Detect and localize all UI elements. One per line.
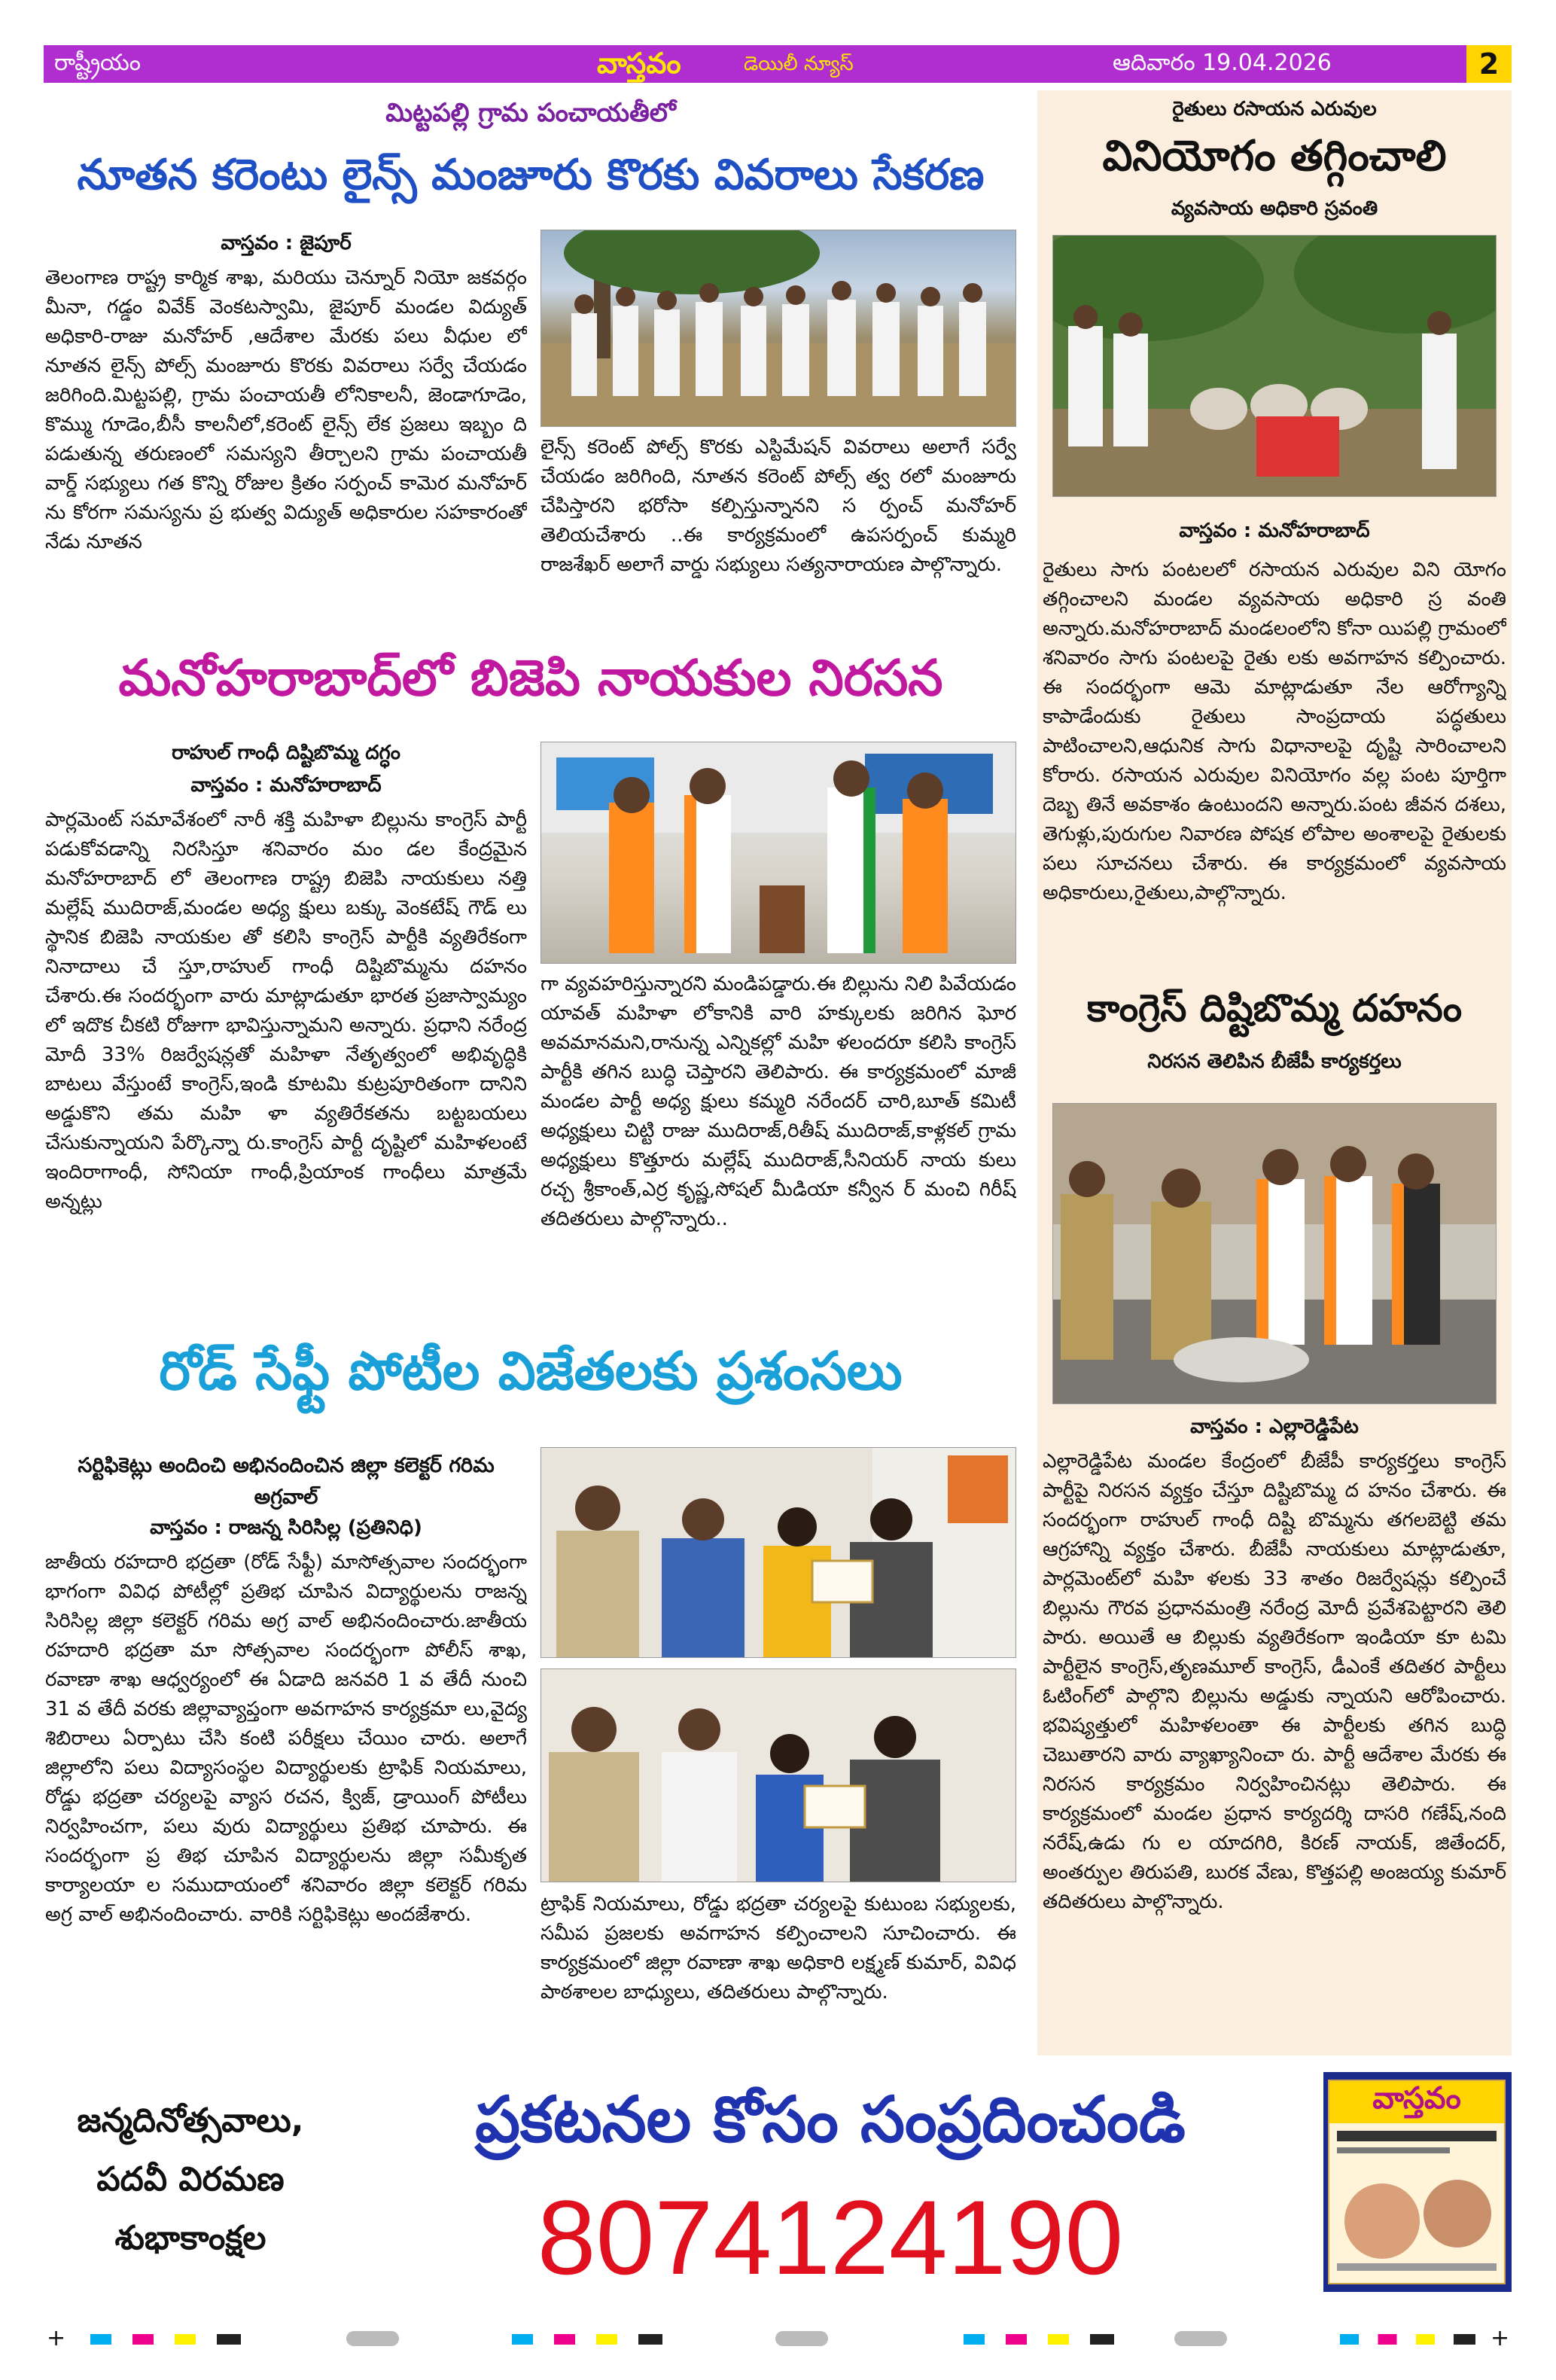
sidebar2-photo — [1052, 1103, 1497, 1404]
article2-col2: గా వ్యవహరిస్తున్నారని మండిపడ్డారు.ఈ బిల్లును నిలి పివేయడం యావత్ మహిళా లోకానికి వారి హక్కులకు జరిగిన ఘోర అవమానమని,రానున్న ఎన్నికల్లో మహి ళలందరూ కలిసి కాంగ్రెస్ పార్టీకి తగిన బుద్ధి చెప్తారని తెలిపారు. ఈ కార్యక్రమంలో మాజీ మండల పార్టీ అధ్య క్షులు కమ్మరి నరేందర్ చారి,బూత్ కమిటీ అధ్యక్షులు చిట్టి రాజు ముదిరాజ్,రితీష్ ముదిరాజ్,కాళ్లకల్ గ్రామ అధ్యక్షులు కొత్తూరు మల్లేష్ ముదిరాజ్,సీనియర్ నాయ కులు రచ్చ శ్రీకాంత్,ఎర్ర కృష్ణ,సోషల్ మీడియా కన్వీన ర్ మంచి గిరీష్ తదితరులు పాల్గొన్నారు.. — [540, 973, 1016, 1230]
article3-photo-1 — [540, 1447, 1016, 1658]
article1-col2: లైన్స్ కరెంట్ పోల్స్ కొరకు ఎస్టిమేషన్ వివరాలు అలాగే సర్వే చేయడం జరిగింది, నూతన కరెంట్ పోల్స్ త్వ రలో మంజూరు చేపిస్తారని భరోసా కల్పిస్తున్నానని స ర్పంచ్ మనోహర్ తెలియచేశారు ..ఈ కార్యక్రమంలో ఉపసర్పంచ్ కుమ్మరి రాజశేఖర్ అలాగే వార్డు సభ్యులు సత్యనారాయణ పాల్గొన్నారు. — [540, 436, 1016, 576]
article2-dateline: వాస్తవం : మనోహరాబాద్ — [190, 774, 382, 797]
registration-oval-icon — [346, 2331, 399, 2346]
bjp-protest-illustration — [541, 742, 1016, 964]
article3-col1: జాతీయ రహదారి భద్రతా (రోడ్ సేఫ్టీ) మాసోత్సవాల సందర్భంగా భాగంగా వివిధ పోటీల్లో ప్రతిభ చూపిన విద్యార్థులను రాజన్న సిరిసిల్ల జిల్లా కలెక్టర్ గరిమ అగ్ర వాల్ అభినందించారు.జాతీయ రహదారి భద్రతా మా సోత్సవాల సందర్భంగా పోలీస్ శాఖ, రవాణా శాఖ ఆధ్వర్యంలో ఈ ఏడాది జనవరి 1 వ తేదీ నుంచి 31 వ తేదీ వరకు జిల్లావ్యాప్తంగా అవగాహన కార్యక్రమా లు,వైద్య శిబిరాలు ఏర్పాటు చేసి కంటి పరీక్షలు చేయిం చారు. అలాగే జిల్లాలోని పలు విద్యాసంస్థల విద్యార్థులకు ట్రాఫిక్ నియమాలు, రోడ్డు భద్రతా చర్యలపై వ్యాస రచన, క్విజ్, డ్రాయింగ్ పోటీలు నిర్వహించగా, పలు వురు విద్యార్థులు ప్రతిభ చూపారు. ఈ సందర్భంగా ప్ర తిభ చూపిన విద్యార్థులను జిల్లా సమీకృత కార్యాలయా ల సముదాయంలో శనివారం జిల్లా కలెక్టర్ గరిమ అగ్ర వాల్ అభినందించారు. వారికి సర్టిఫికెట్లు అందజేశారు. — [45, 1551, 527, 1926]
ad-mini-newspaper — [1328, 2080, 1506, 2284]
registration-oval-icon — [1174, 2331, 1227, 2346]
color-bar-icon — [1340, 2334, 1475, 2345]
crop-mark-icon: + — [1491, 2325, 1510, 2351]
masthead-tagline: డెయిలీ న్యూస్ — [744, 53, 854, 75]
section-label: రాష్ట్రీయం — [54, 50, 141, 76]
article2-subhead: రాహుల్ గాంధీ దిష్టిబొమ్మ దగ్ధం — [172, 742, 400, 764]
page-header — [44, 45, 1512, 83]
mini-newspaper-thumbnail-icon — [1329, 2123, 1504, 2281]
article1-headline: నూతన కరెంటు లైన్స్ మంజూరు కొరకు వివరాలు సేకరణ — [77, 151, 985, 200]
article1-dateline: వాస్తవం : జైపూర్ — [221, 232, 352, 254]
sidebar1-body: రైతులు సాగు పంటలలో రసాయన ఎరువుల విని యోగం తగ్గించాలని మండల వ్యవసాయ అధికారి స్ర వంతి అన్నారు.మనోహరాబాద్ మండలంలోని కోనా యిపల్లి గ్రామంలో శనివారం సాగు పంటలపై రైతు లకు అవగాహన కల్పించారు. ఈ సందర్భంగా ఆమె మాట్లాడుతూ నేల ఆరోగ్యాన్ని కాపాడేందుకు రైతులు సాంప్రదాయ పద్ధతులు పాటించాలని,ఆధునిక సాగు విధానాలపై దృష్టి సారించాలని కోరారు. రసాయన ఎరువుల వినియోగం వల్ల పంట పూర్తిగా దెబ్బ తినే అవకాశం ఉంటుందని అన్నారు.పంట జీవన దశలు, తెగుళ్లు,పురుగుల నివారణ పోషక లోపాల అంశాలపై రైతులకు పలు సూచనలు చేశారు. ఈ కార్యక్రమంలో వ్యవసాయ అధికారులు,రైతులు,పాల్గొన్నారు. — [1043, 559, 1506, 904]
certificate-ceremony-illustration-2 — [541, 1669, 1016, 1882]
sidebar1-dateline: వాస్తవం : మనోహరాబాద్ — [1179, 520, 1370, 542]
registration-oval-icon — [775, 2331, 828, 2346]
effigy-burning-illustration — [1053, 1104, 1497, 1404]
ad-center-panel — [337, 2072, 1323, 2296]
sidebar2-subhead: నిరసన తెలిపిన బీజేపీ కార్యకర్తలు — [1147, 1050, 1402, 1073]
certificate-ceremony-illustration — [541, 1448, 1016, 1658]
article3-col2: ట్రాఫిక్ నియమాలు, రోడ్డు భద్రతా చర్యలపై కుటుంబ సభ్యులకు, సమీప ప్రజలకు అవగాహన కల్పించాలని సూచించారు. ఈ కార్యక్రమంలో జిల్లా రవాణా శాఖ అధికారి లక్ష్మణ్ కుమార్, వివిధ పాఠశాలల బాధ్యులు, తదితరులు పాల్గొన్నారు. — [540, 1893, 1016, 2004]
people-standing-illustration — [541, 230, 1016, 427]
advertisement-banner[interactable] — [44, 2072, 1512, 2296]
color-bar-icon — [512, 2334, 662, 2345]
article2-headline: మనోహరాబాద్‌లో బిజెపి నాయకుల నిరసన — [118, 649, 943, 707]
sidebar1-subhead: వ్యవసాయ అధికారి స్రవంతి — [1171, 197, 1378, 220]
article3-dateline: వాస్తవం : రాజన్న సిరిసిల్ల (ప్రతినిధి) — [150, 1516, 422, 1539]
sidebar2-headline: కాంగ్రెస్ దిష్టిబొమ్మ దహనం — [1086, 986, 1463, 1030]
sidebar1-photo — [1052, 235, 1497, 497]
article1-photo — [540, 230, 1016, 427]
issue-date: ఆదివారం 19.04.2026 — [1113, 50, 1332, 76]
ad-headline: ప్రకటనల కోసం సంప్రదించండి — [475, 2083, 1186, 2156]
ad-left-panel — [44, 2072, 337, 2292]
article1-kicker: మిట్టపల్లి గ్రామ పంచాయతీలో — [385, 98, 676, 128]
article3-subhead: సర్టిఫికెట్లు అందించి అభినందించిన జిల్లా కలెక్టర్ గరిమ అగ్రవాల్ — [78, 1454, 495, 1509]
article2-col1: పార్లమెంట్ సమావేశంలో నారీ శక్తి మహిళా బిల్లును కాంగ్రెస్ పార్టీ పడుకోవడాన్ని నిరసిస్తూ శనివారం మం డల కేంద్రమైన మనోహరాబాద్ లో తెలంగాణ రాష్ట్ర బిజెపి నాయకులు నత్తి మల్లేష్ ముదిరాజ్,మండల అధ్య క్షులు బక్కు వెంకటేష్ గౌడ్ లు స్థానిక బిజెపి నాయకుల తో కలిసి కాంగ్రెస్ పార్టీకి వ్యతిరేకంగా నినాదాలు చే స్తూ,రాహుల్ గాంధీ దిష్టిబొమ్మను దహనం చేశారు.ఈ సందర్భంగా వారు మాట్లాడుతూ భారత ప్రజాస్వామ్యం లో ఇదొక చీకటి రోజుగా భావిస్తున్నామని అన్నారు. ప్రధాని నరేంద్ర మోదీ 33% రిజర్వేషన్లతో మహిళా నేతృత్వంలో అభివృద్ధికి బాటలు వేస్తుంటే కాంగ్రెస్,ఇండి కూటమి కుట్రపూరితంగా దానిని అడ్డుకొని తమ మహి ళా వ్యతిరేకతను బట్టబయలు చేసుకున్నాయని పేర్కొన్నా రు.కాంగ్రెస్ పార్టీ దృష్టిలో మహిళలంటే ఇందిరాగాంధీ, సోనియా గాంధీ,ప్రియాంక గాంధీలు మాత్రమే అన్నట్లు — [45, 809, 527, 1213]
color-bar-icon — [964, 2334, 1114, 2345]
sidebar2-dateline: వాస్తవం : ఎల్లారెడ్డిపేట — [1190, 1416, 1359, 1438]
article1-col1: తెలంగాణ రాష్ట్ర కార్మిక శాఖ, మరియు చెన్నూర్ నియో జకవర్గం మీనా, గడ్డం వివేక్ వెంకటస్వామి, జైపూర్ మండల విద్యుత్ అధికారి-రాజు మనోహర్ ,ఆదేశాల మేరకు పలు వీధుల లో నూతన లైన్స్ పోల్స్ మంజూరు కొరకు వివరాలు సర్వే చేయడం జరిగింది.మిట్టపల్లి, గ్రామ పంచాయతీ లోనికాలనీ, జెండాగూడెం, కొమ్ము గూడెం,బీసీ కాలనీలో,కరెంట్ లైన్స్ లేక ప్రజలు ఇబ్బం ది పడుతున్న తరుణంలో సమస్యని తీర్చాలని గ్రామ పంచాయతీ వార్డ్ సభ్యులు గత కొన్ని రోజుల క్రితం సర్పంచ్ కామెర మనోహర్ ను కోరగా సమస్యను ప్ర భుత్వ విద్యుత్ అధికారుల సహకారంతో నేడు నూతన — [45, 267, 527, 553]
article2-photo — [540, 742, 1016, 964]
farmers-meeting-illustration — [1053, 236, 1497, 497]
masthead-brand: వాస్తవం — [597, 47, 681, 80]
color-bar-icon — [90, 2334, 241, 2345]
sidebar2-body: ఎల్లారెడ్డిపేట మండల కేంద్రంలో బీజేపీ కార్యకర్తలు కాంగ్రెస్ పార్టీపై నిరసన వ్యక్తం చేస్తూ దిష్టిబొమ్మ ద హనం చేశారు. ఈ సందర్భంగా రాహుల్ గాంధీ దిష్టి బొమ్మను తగలబెట్టి తమ ఆగ్రహాన్ని వ్యక్తం చేశారు. బీజేపీ నాయకులు మాట్లాడుతూ, పార్లమెంట్‌లో మహి ళలకు 33 శాతం రిజర్వేషన్లు కల్పించే బిల్లును గౌరవ ప్రధానమంత్రి నరేంద్ర మోదీ ప్రవేశపెట్టారని తెలి పారు. అయితే ఆ బిల్లుకు వ్యతిరేకంగా ఇండియా కూ టమి పార్టీలైన కాంగ్రెస్,తృణమూల్ కాంగ్రెస్, డీఎంకే తదితర పార్టీలు ఓటింగ్‌లో పాల్గొని బిల్లును అడ్డుకు న్నాయని ఆరోపించారు. భవిష్యత్తులో మహిళలంతా ఈ పార్టీలకు తగిన బుద్ధి చెబుతారని వారు వ్యాఖ్యానించా రు. పార్టీ ఆదేశాల మేరకు ఈ నిరసన కార్యక్రమం నిర్వహించినట్లు తెలిపారు. ఈ కార్యక్రమంలో మండల ప్రధాన కార్యదర్శి దాసరి గణేష్,నంది నరేష్,ఉడు గు ల యాదగిరి, కిరణ్ నాయక్, జితేందర్, అంతర్పుల తిరుపతి, బురక వేణు, కొత్తపల్లి అంజయ్య కుమార్ తదితరులు పాల్గొన్నారు. — [1043, 1450, 1506, 1913]
article3-photo-2 — [540, 1668, 1016, 1882]
ad-left-line3: శుభాకాంక్షల — [114, 2219, 266, 2257]
ad-left-line1: జన్మదినోత్సవాలు, — [77, 2101, 304, 2140]
article3-headline: రోడ్ సేఫ్టీ పోటీల విజేతలకు ప్రశంసలు — [159, 1340, 903, 1402]
sidebar1-kicker: రైతులు రసాయన ఎరువుల — [1172, 98, 1377, 120]
page-number: 2 — [1466, 45, 1512, 83]
ad-left-line2: పదవీ విరమణ — [96, 2160, 285, 2199]
ad-phone-number[interactable]: 8074124190 — [537, 2178, 1124, 2296]
crop-mark-icon: + — [47, 2325, 66, 2351]
ad-mini-brand: వాస్తవం — [1329, 2081, 1504, 2123]
sidebar1-headline: వినియోగం తగ్గించాలి — [1102, 132, 1447, 181]
